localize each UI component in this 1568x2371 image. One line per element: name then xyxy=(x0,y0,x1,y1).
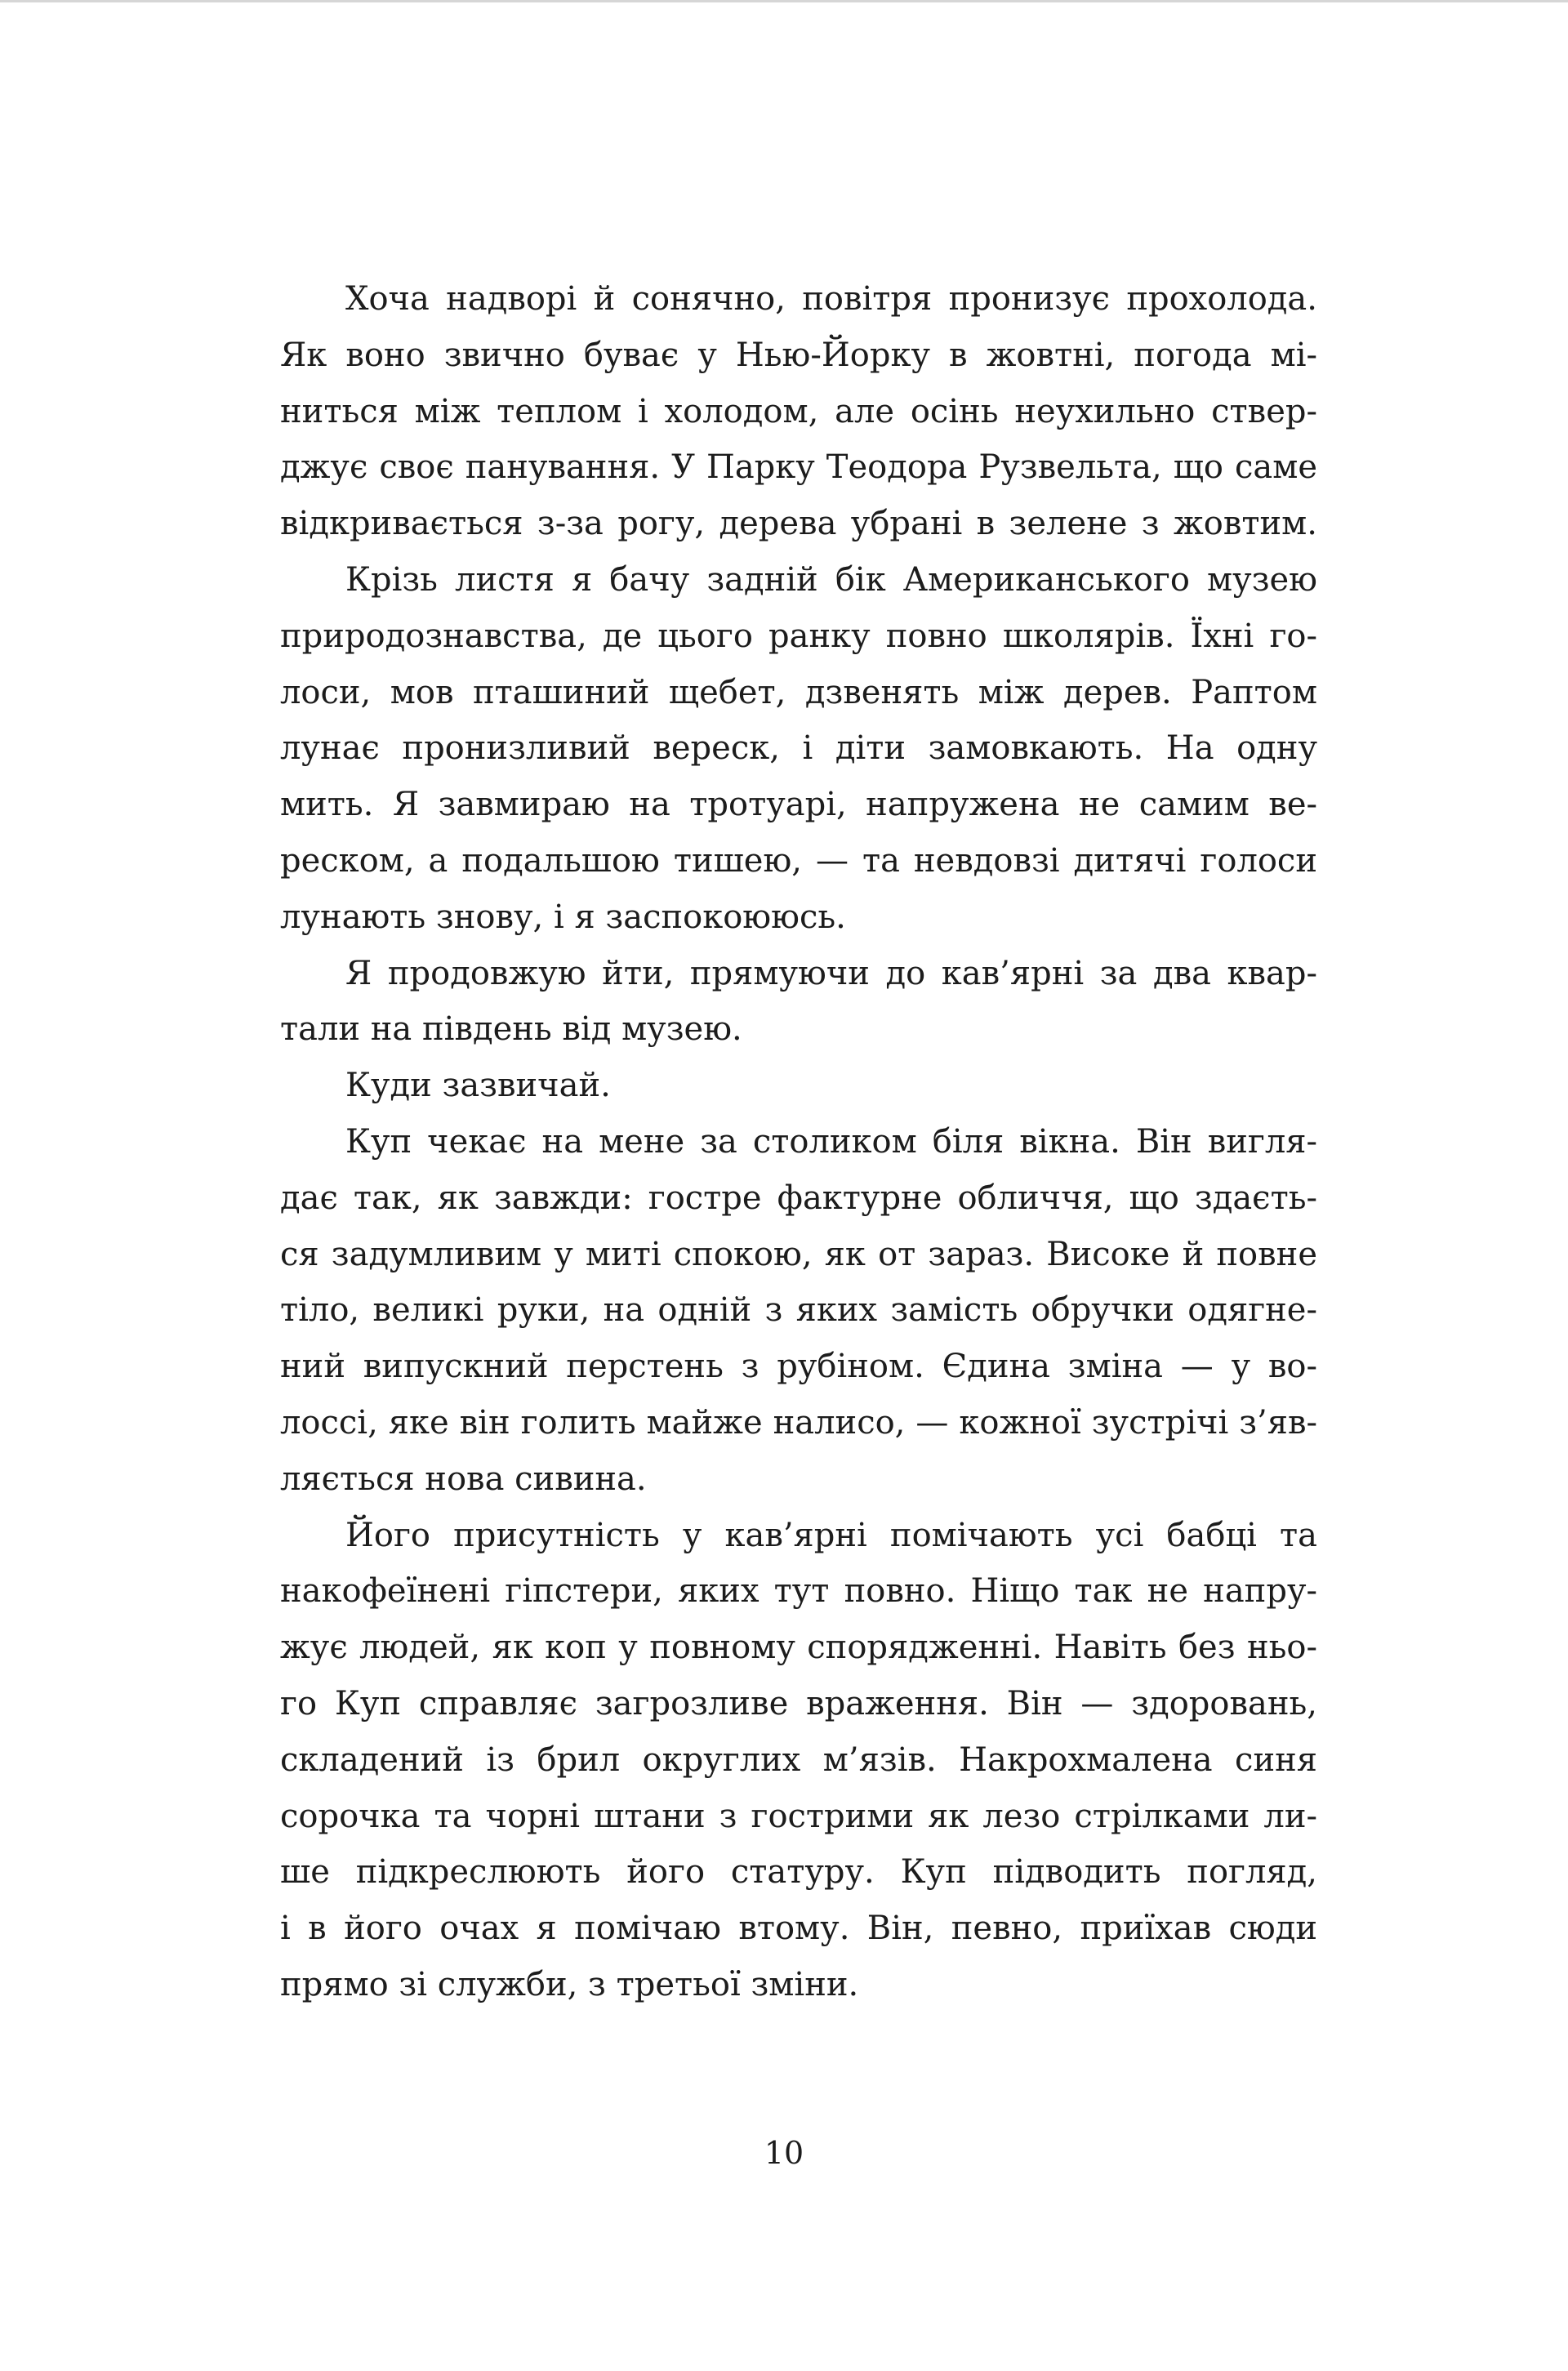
text-line: лунають знову, і я заспокоююсь. xyxy=(280,898,846,936)
text-line: Як воно звично буває у Нью-Йорку в жовтні, погода мі- xyxy=(280,336,1317,374)
text-line: ляється нова сивина. xyxy=(280,1460,647,1498)
text-line: сорочка та чорні штани з гострими як лезо стрілками ли- xyxy=(280,1797,1317,1835)
paragraph xyxy=(280,1058,1317,1114)
text-line: Хоча надворі й сонячно, повітря пронизує прохолода. xyxy=(345,280,1317,318)
text-line: жує людей, як коп у повному спорядженні. Навіть без ньо- xyxy=(280,1629,1317,1667)
text-line: лоссі, яке він голить майже налисо, — кожної зустрічі з’яв- xyxy=(280,1403,1317,1442)
text-line: Його присутність у кав’ярні помічають усі бабці та xyxy=(345,1516,1317,1554)
text-line: лунає пронизливий вереск, і діти замовкають. На одну xyxy=(280,729,1317,768)
text-line: дає так, як завжди: гостре фактурне обличчя, що здаєть- xyxy=(280,1179,1317,1217)
text-line: ше підкреслюють його статуру. Куп підводить погляд, xyxy=(280,1853,1317,1892)
body-text xyxy=(280,271,1317,2013)
paragraph xyxy=(280,552,1317,946)
text-line: го Куп справляє загрозливе враження. Він — здоровань, xyxy=(280,1684,1317,1723)
text-line: Куди зазвичай. xyxy=(345,1067,611,1105)
text-line: Куп чекає на мене за столиком біля вікна. Він вигля- xyxy=(345,1122,1317,1161)
text-line: Я продовжую йти, прямуючи до кав’ярні за два квар- xyxy=(345,954,1317,992)
text-line: прямо зі служби, з третьої зміни. xyxy=(280,1965,859,2003)
text-line: тіло, великі руки, на одній з яких замість обручки одягне- xyxy=(280,1291,1317,1330)
paragraph xyxy=(280,946,1317,1058)
text-line: природознавства, де цього ранку повно школярів. Їхні го- xyxy=(280,617,1317,655)
text-line: реском, а подальшою тишею, — та невдовзі дитячі голоси xyxy=(280,841,1317,880)
paragraph xyxy=(280,1508,1317,2013)
text-line: лоси, мов пташиний щебет, дзвенять між дерев. Раптом xyxy=(280,673,1317,711)
text-line: тали на південь від музею. xyxy=(280,1010,742,1049)
text-line: мить. Я завмираю на тротуарі, напружена не самим ве- xyxy=(280,786,1317,824)
text-line: джує своє панування. У Парку Теодора Рузвельта, що саме xyxy=(280,448,1317,487)
text-line: і в його очах я помічаю втому. Він, певно, приїхав сюди xyxy=(280,1910,1317,1948)
page-number: 10 xyxy=(764,2135,804,2171)
paragraph xyxy=(280,1114,1317,1508)
text-line: ний випускний перстень з рубіном. Єдина зміна — у во- xyxy=(280,1348,1317,1386)
text-line: відкривається з-за рогу, дерева убрані в зелене з жовтим. xyxy=(280,505,1317,543)
text-line: ся задумливим у миті спокою, як от зараз. Високе й повне xyxy=(280,1235,1317,1273)
text-line: ниться між теплом і холодом, але осінь неухильно ствер- xyxy=(280,392,1317,430)
text-line: накофеїнені гіпстери, яких тут повно. Ніщо так не напру- xyxy=(280,1572,1317,1611)
text-line: Крізь листя я бачу задній бік Американського музею xyxy=(345,560,1317,599)
paragraph xyxy=(280,271,1317,552)
text-line: складений із брил округлих м’язів. Накрохмалена синя xyxy=(280,1740,1317,1779)
page-top-rule xyxy=(0,0,1568,2)
